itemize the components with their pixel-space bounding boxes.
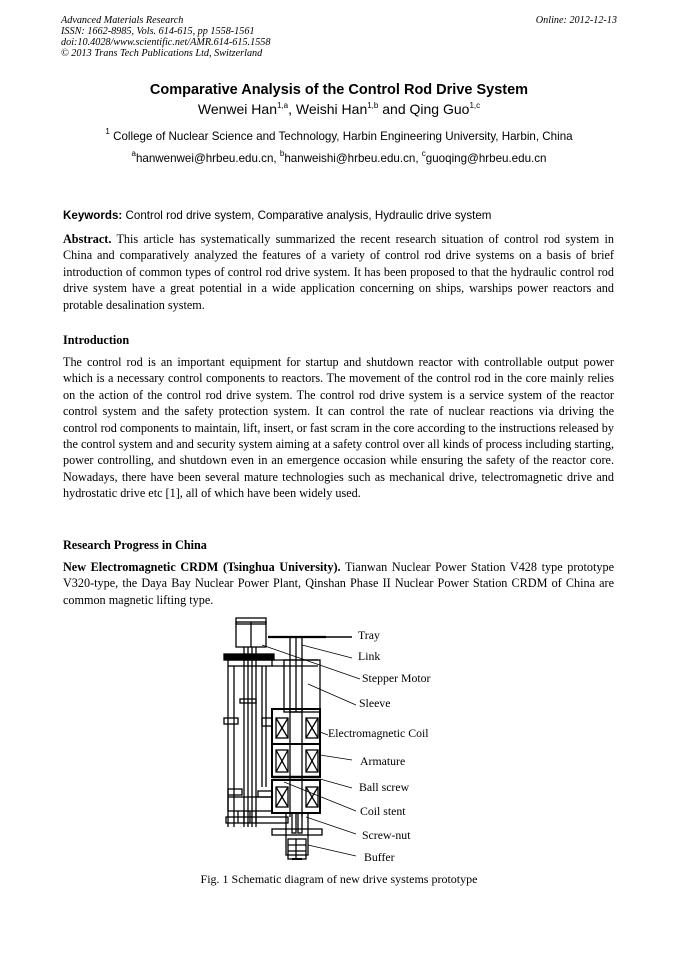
figure-label-ball-screw: Ball screw bbox=[359, 780, 410, 794]
email-sup: c bbox=[421, 149, 426, 158]
author-name: Qing Guo bbox=[409, 101, 470, 117]
journal-name: Advanced Materials Research bbox=[61, 15, 184, 26]
affiliation-sup: 1 bbox=[105, 127, 110, 136]
issn: ISSN: 1662-8985, Vols. 614-615, pp 1558-1561 bbox=[61, 26, 255, 37]
affiliation-text: College of Nuclear Science and Technology, Harbin Engineering University, Harbin, China bbox=[113, 130, 573, 143]
abstract-text: This article has systematically summarized the recent research situation of control rod system in China and comparatively analyzed the features of a variety of control rod drive systems on a basis of brief introduction of common types of control rod drive system. It has been proposed to that the hydraulic control rod drive system have a great potential in a wide application concerning on ships, warships power reactors and protable desalination system. bbox=[63, 232, 614, 312]
doi-link[interactable]: doi:10.4028/www.scientific.net/AMR.614-615.1558 bbox=[61, 37, 271, 48]
crdm-schematic-diagram bbox=[222, 617, 472, 867]
research-paragraph bbox=[63, 559, 614, 608]
paper-title: Comparative Analysis of the Control Rod Drive System bbox=[149, 82, 529, 98]
section-heading-research: Research Progress in China bbox=[63, 538, 207, 552]
figure-label-sleeve: Sleeve bbox=[359, 696, 391, 710]
email-sep: , bbox=[415, 152, 422, 165]
research-text: Tianwan Nuclear Power Station V428 type prototype V320-type, the Daya Bay Nuclear Power Plant, Qinshan Phase II Nuclear Power Station CRDM of China are common magnetic lifting type. bbox=[63, 560, 614, 607]
figure-caption: Fig. 1 Schematic diagram of new drive systems prototype bbox=[200, 872, 478, 886]
figure-crdm-schematic bbox=[222, 617, 472, 867]
abstract bbox=[63, 231, 614, 313]
author-sep: and bbox=[378, 101, 410, 117]
journal-header bbox=[61, 15, 270, 59]
figure-label-screw-nut: Screw-nut bbox=[362, 828, 411, 842]
research-subheading: New Electromagnetic CRDM (Tsinghua University). bbox=[63, 560, 341, 574]
email-sup: a bbox=[131, 149, 136, 158]
email-link[interactable]: hanwenwei@hrbeu.edu.cn bbox=[135, 152, 274, 165]
abstract-label: Abstract. bbox=[63, 232, 112, 246]
author-sup: 1,b bbox=[367, 101, 379, 110]
email-list bbox=[0, 149, 678, 165]
section-heading-introduction: Introduction bbox=[63, 333, 130, 347]
affiliation bbox=[0, 127, 678, 143]
email-link[interactable]: guoqing@hrbeu.edu.cn bbox=[425, 152, 547, 165]
figure-label-armature: Armature bbox=[360, 754, 406, 768]
author-name: Weishi Han bbox=[295, 101, 368, 117]
author-sup: 1,c bbox=[469, 101, 481, 110]
email-sep: , bbox=[273, 152, 280, 165]
figure-label-coil-stent: Coil stent bbox=[360, 804, 406, 818]
figure-label-link: Link bbox=[358, 649, 381, 663]
figure-label-stepper-motor: Stepper Motor bbox=[362, 671, 431, 685]
author-sep: , bbox=[288, 101, 296, 117]
figure-label-electromagnetic-coil: Electromagnetic Coil bbox=[328, 726, 429, 740]
figure-label-buffer: Buffer bbox=[364, 850, 395, 864]
online-date: Online: 2012-12-13 bbox=[535, 15, 617, 26]
email-link[interactable]: hanweishi@hrbeu.edu.cn bbox=[284, 152, 416, 165]
author-sup: 1,a bbox=[277, 101, 289, 110]
figure-label-tray: Tray bbox=[358, 628, 380, 642]
copyright: © 2013 Trans Tech Publications Ltd, Switzerland bbox=[61, 48, 263, 59]
keywords-label: Keywords: bbox=[63, 209, 123, 222]
keywords bbox=[63, 196, 491, 222]
keywords-text: Control rod drive system, Comparative analysis, Hydraulic drive system bbox=[122, 209, 492, 222]
author-list bbox=[0, 101, 678, 117]
author-name: Wenwei Han bbox=[197, 101, 277, 117]
email-sup: b bbox=[279, 149, 285, 158]
introduction-paragraph: The control rod is an important equipment for startup and shutdown reactor with controllable output power which is a necessary control components to reactors. The movement of the control rod in the core mainly relies on the action of the control rod drive system. The control rod drive system is a service system of the reactor control system and the safety protection system. It can control the rate of nuclear reactions via driving the control rod components to maintain, lift, insert, or fast scram in the core according to the instructions released by the control system and and security system aiming at a safety control over all kinds of process including starting, power controlling, and shutdown even in an emergence occasion while ensuring the safety of the reactor core. Nowadays, there have been several mature technologies such as mechanical drive, telectromagnetic drive and hydrostatic drive etc [1], all of which have been widely used. bbox=[63, 355, 614, 501]
